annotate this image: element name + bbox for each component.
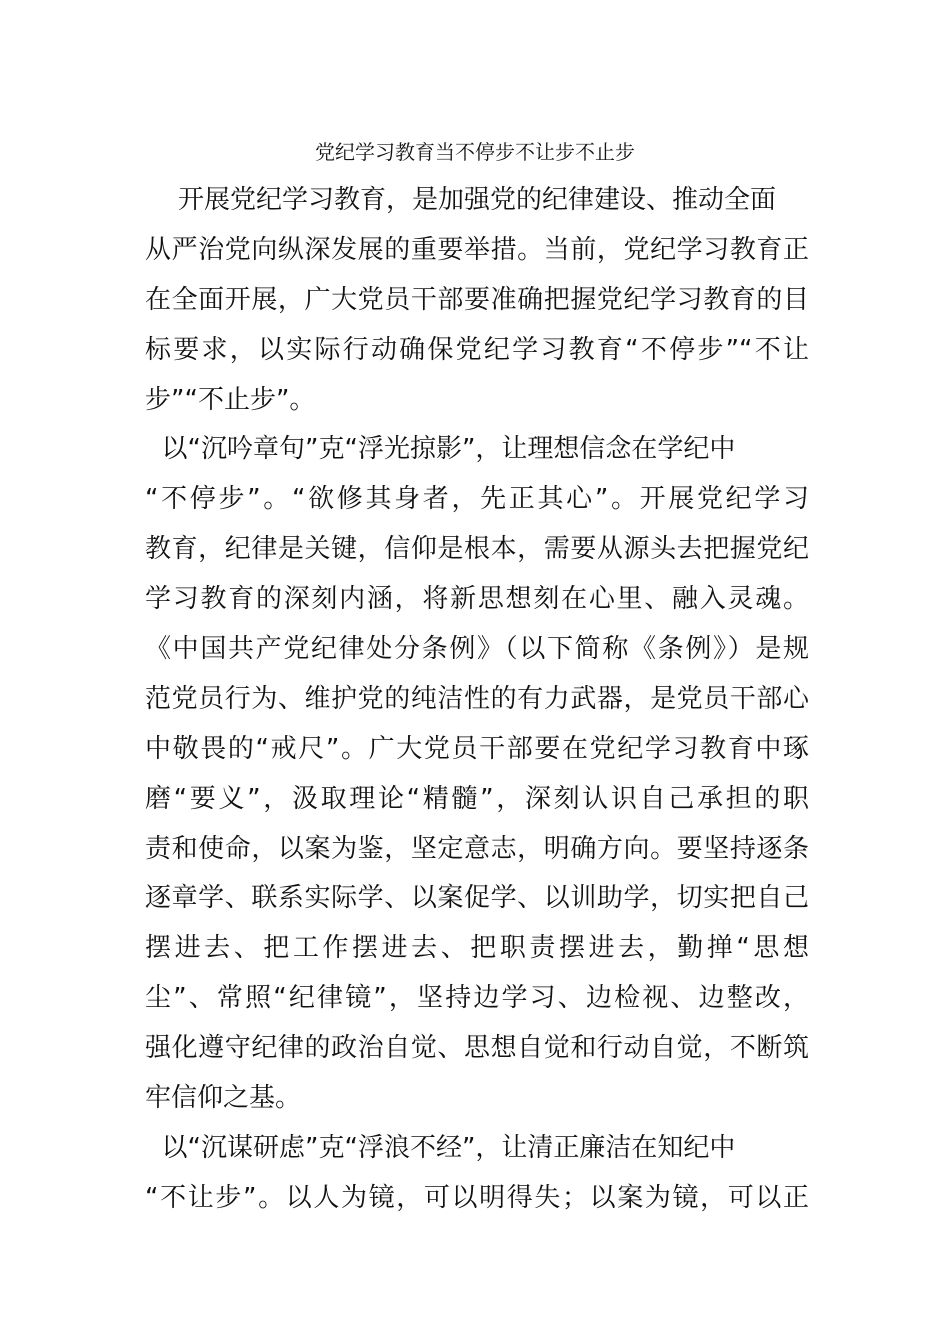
text-line: 逐章学、联系实际学、以案促学、以训助学，切实把自己 bbox=[145, 883, 809, 914]
text-line: 范党员行为、维护党的纯洁性的有力武器，是党员干部心 bbox=[145, 683, 809, 714]
text-line: 摆进去、把工作摆进去、把职责摆进去，勤掸“思想 bbox=[145, 933, 809, 964]
text-line: 强化遵守纪律的政治自觉、思想自觉和行动自觉，不断筑 bbox=[145, 1033, 809, 1064]
text-line: 以“沉谋研虑”克“浮浪不经”，让清正廉洁在知纪中 bbox=[145, 1132, 736, 1163]
text-line: 教育，纪律是关键，信仰是根本，需要从源头去把握党纪 bbox=[145, 534, 809, 565]
text-line: 牢信仰之基。 bbox=[145, 1083, 302, 1114]
document-body bbox=[145, 176, 809, 1224]
text-line: 从严治党向纵深发展的重要举措。当前，党纪学习教育正 bbox=[145, 234, 809, 265]
text-line: “不让步”。以人为镜，可以明得失；以案为镜，可以正 bbox=[145, 1182, 809, 1213]
text-line: 尘”、常照“纪律镜”，坚持边学习、边检视、边整改， bbox=[145, 983, 809, 1014]
text-line: 责和使命，以案为鉴，坚定意志，明确方向。要坚持逐条 bbox=[145, 833, 809, 864]
text-line: 磨“要义”，汲取理论“精髓”，深刻认识自己承担的职 bbox=[145, 783, 809, 814]
text-line: 学习教育的深刻内涵，将新思想刻在心里、融入灵魂。 bbox=[145, 584, 809, 615]
text-line: “不停步”。“欲修其身者，先正其心”。开展党纪学习 bbox=[145, 484, 809, 515]
text-line: 步”“不止步”。 bbox=[145, 384, 316, 415]
document-title: 党纪学习教育当不停步不让步不止步 bbox=[315, 140, 635, 164]
text-line: 标要求，以实际行动确保党纪学习教育“不停步”“不让 bbox=[145, 334, 809, 365]
text-line: 以“沉吟章句”克“浮光掠影”，让理想信念在学纪中 bbox=[145, 434, 736, 465]
text-line: 开展党纪学习教育，是加强党的纪律建设、推动全面 bbox=[145, 185, 777, 215]
text-line: 《中国共产党纪律处分条例》（以下简称《条例》）是规 bbox=[145, 634, 809, 665]
text-line: 中敬畏的“戒尺”。广大党员干部要在党纪学习教育中琢 bbox=[145, 733, 809, 764]
text-line: 在全面开展，广大党员干部要准确把握党纪学习教育的目 bbox=[145, 284, 809, 315]
